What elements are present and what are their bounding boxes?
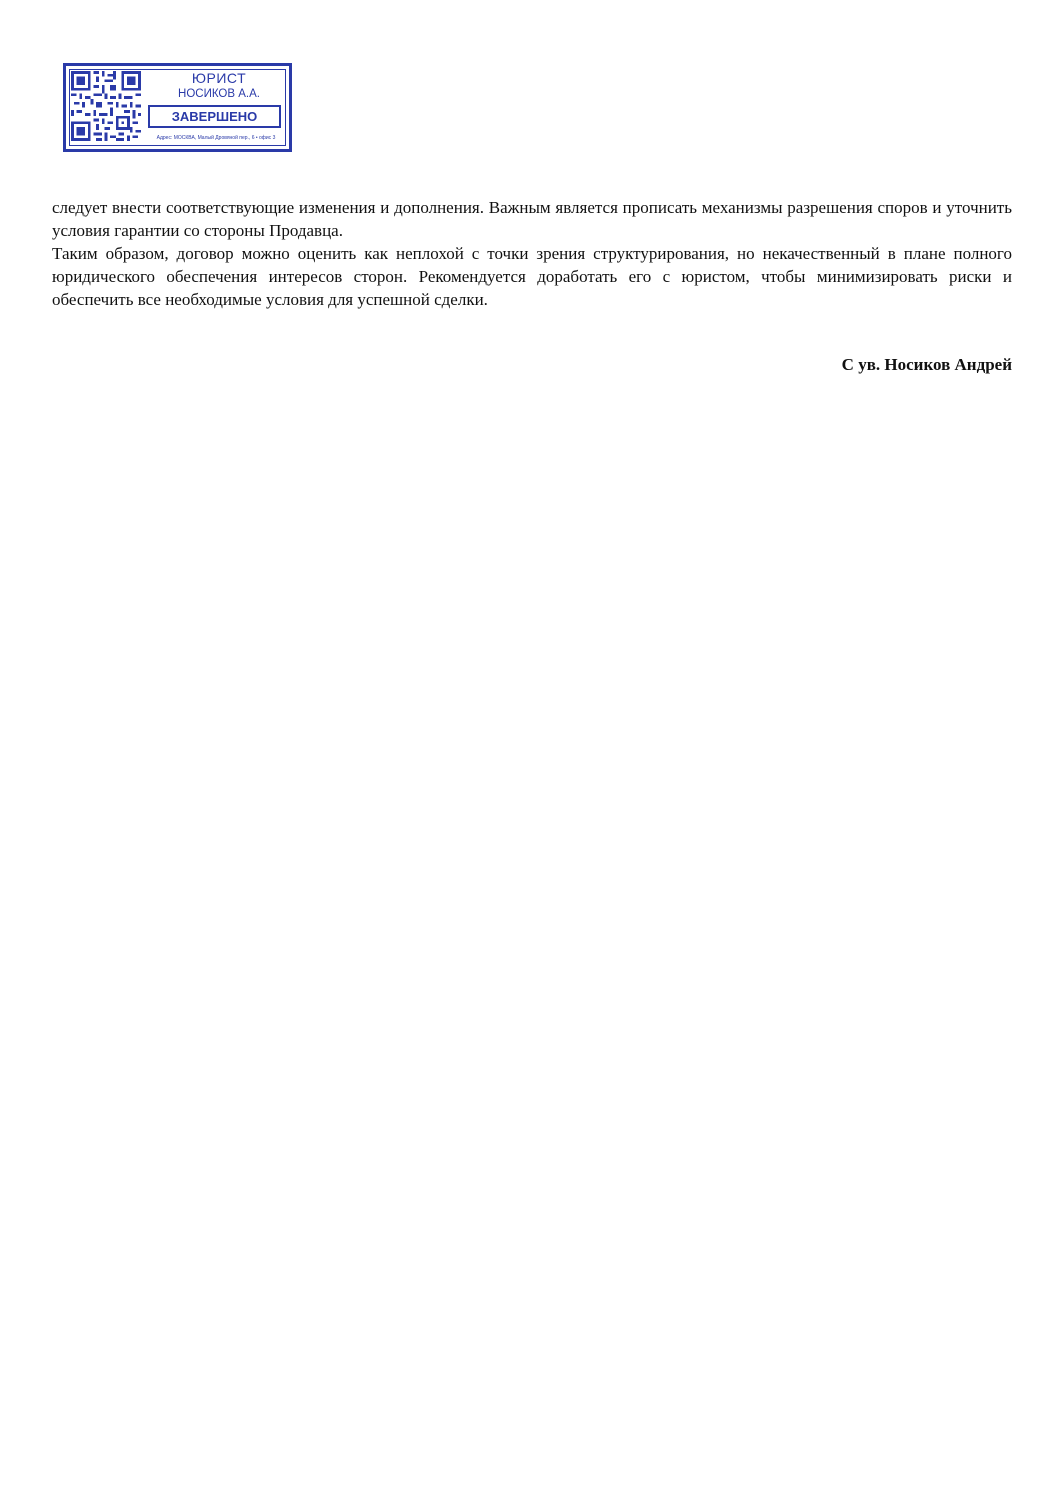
stamp-name: НОСИКОВ А.А. bbox=[178, 88, 260, 100]
paragraph: следует внести соответствующие изменения и дополнения. Важным является прописать механизмы разрешения споров и уточнить условия гарантии со стороны Продавца. bbox=[52, 198, 1012, 240]
stamp-status: ЗАВЕРШЕНО bbox=[148, 105, 281, 128]
paragraph: Таким образом, договор можно оценить как неплохой с точки зрения структурирования, но некачественный в плане полного юридического обеспечения интересов сторон. Рекомендуется доработать его с юристом, чтобы минимизировать риски и обеспечить все необходимые условия для успешной сделки. bbox=[52, 244, 1012, 309]
signature: С ув. Носиков Андрей bbox=[841, 355, 1012, 374]
stamp-title: ЮРИСТ bbox=[191, 70, 247, 86]
stamp-address: Адрес: МОСКВА, Малый Дровяной пер., 6 • офис 3 bbox=[156, 135, 276, 141]
qr-code-icon bbox=[71, 71, 141, 141]
document-body bbox=[52, 196, 1012, 311]
lawyer-stamp bbox=[63, 63, 292, 152]
